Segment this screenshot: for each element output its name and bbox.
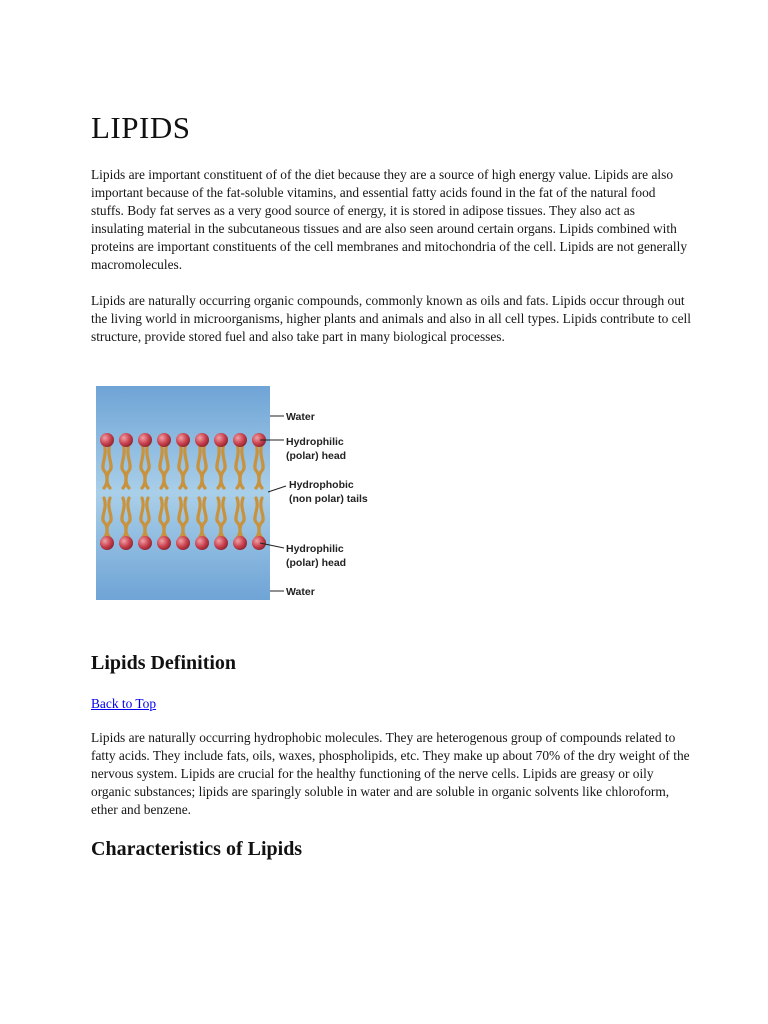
label-water-top: Water — [286, 411, 315, 423]
lipid-head — [233, 433, 247, 447]
section-heading-characteristics: Characteristics of Lipids — [91, 838, 303, 860]
label-tails-1: Hydrophobic — [289, 479, 354, 491]
lipid-head — [100, 433, 114, 447]
lipid-head — [176, 536, 190, 550]
lipid-head — [176, 433, 190, 447]
lipid-head — [157, 433, 171, 447]
lipid-head — [214, 536, 228, 550]
lipid-head — [195, 536, 209, 550]
page-title: LIPIDS — [91, 110, 191, 145]
label-water-bottom: Water — [286, 586, 315, 598]
lipid-head — [138, 433, 152, 447]
lipid-head — [119, 536, 133, 550]
lipid-head — [100, 536, 114, 550]
lipid-head — [233, 536, 247, 550]
lipid-head — [195, 433, 209, 447]
lipid-head — [119, 433, 133, 447]
lipid-head — [252, 536, 266, 550]
definition-paragraph: Lipids are naturally occurring hydrophobic molecules. They are heterogenous group of compounds related to fatty acids. They include fats, oils, waxes, phospholipids, etc. They make up about 70% of the dry weight of the nervous system. Lipids are crucial for the healthy functioning of the nerve cells. Lipids are greasy or oily organic substances; lipids are sparingly soluble in water and are soluble in organic solvents like chloroform, ether and benzene. — [91, 730, 690, 818]
lipid-bilayer-figure — [96, 386, 396, 602]
lipid-bilayer-diagram — [96, 386, 396, 602]
lipid-head — [214, 433, 228, 447]
section-heading-definition: Lipids Definition — [91, 652, 237, 674]
back-to-top-link[interactable]: Back to Top — [91, 696, 157, 711]
intro-paragraph-1: Lipids are important constituent of of the diet because they are a source of high energy value. Lipids are also important because of the fat-soluble vitamins, and essential fatty acids found in the fat of the natural food stuffs. Body fat serves as a very good source of energy, it is stored in adipose tissues. They also act as insulating material in the subcutaneous tissues and are also seen around certain organs. Lipids combined with proteins are important constituents of the cell membranes and mitochondria of the cell. Lipids are not generally macromolecules. — [91, 167, 688, 273]
label-head-bottom-2: (polar) head — [286, 557, 347, 569]
lipid-head — [138, 536, 152, 550]
label-head-top-1: Hydrophilic — [286, 436, 344, 448]
intro-paragraph-2: Lipids are naturally occurring organic compounds, commonly known as oils and fats. Lipids occur through out the living world in microorganisms, higher plants and animals and also in all cell types. Lipids contribute to cell structure, provide stored fuel and also take part in many biological processes. — [91, 293, 691, 345]
label-head-bottom-1: Hydrophilic — [286, 543, 344, 555]
lipid-head — [157, 536, 171, 550]
label-head-top-2: (polar) head — [286, 450, 347, 462]
water-region — [96, 386, 270, 600]
label-tails-2: (non polar) tails — [289, 493, 368, 505]
